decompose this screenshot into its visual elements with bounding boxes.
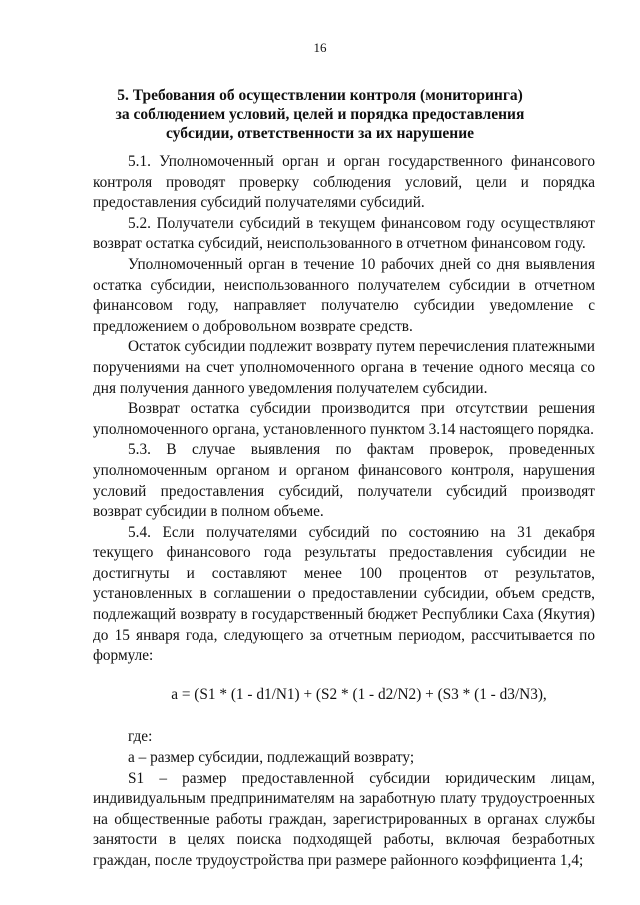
definition-s1: S1 – размер предоставленной субсидии юридическим лицам, индивидуальным предпринимателям на заработную плату трудоустроенных на общественные работы граждан, зарегистрированных в органах службы занятости в целях поиска подходящей работы, включая безработных граждан, после трудоустройства при размере районного коэффициента 1,4; — [93, 769, 595, 869]
paragraph-5-2: 5.2. Получатели субсидий в текущем финансовом году осуществляют возврат остатка субсидий, неиспользованного в отчетном финансовом году. — [93, 214, 595, 253]
section-heading — [110, 86, 530, 143]
paragraph-notice: Уполномоченный орган в течение 10 рабочих дней со дня выявления остатка субсидии, неиспользованного получателем субсидии в отчетном финансовом году, направляет получателю субсидии уведомление с предложением о добровольном возврате средств. — [93, 255, 595, 335]
definition-a: a – размер субсидии, подлежащий возврату; — [128, 749, 415, 767]
formula: a = (S1 * (1 - d1/N1) + (S2 * (1 - d2/N2) + (S3 * (1 - d3/N3), — [171, 685, 547, 703]
paragraph-5-3: 5.3. В случае выявления по фактам проверок, проведенных уполномоченным органом и органом финансового контроля, нарушения условий предоставления субсидий, получатели субсидий производят возврат субсидии в полном объеме. — [93, 441, 595, 521]
paragraph-return: Остаток субсидии подлежит возврату путем перечисления платежными поручениями на счет уполномоченного органа в течение одного месяца со дня получения данного уведомления получателем субсидии. — [93, 338, 595, 397]
document-body — [93, 152, 595, 872]
heading-line: за соблюдением условий, целей и порядка предоставления — [115, 106, 525, 123]
paragraph-return-condition: Возврат остатка субсидии производится при отсутствии решения уполномоченного органа, установленного пунктом 3.14 настоящего порядка. — [93, 400, 595, 438]
heading-line: субсидии, ответственности за их нарушение — [165, 125, 475, 142]
page-number: 16 — [313, 40, 327, 55]
paragraph-5-1: 5.1. Уполномоченный орган и орган государственного финансового контроля проводят проверку соблюдения условий, цели и порядка предоставления субсидий получателями субсидий. — [93, 153, 595, 212]
paragraph-5-4: 5.4. Если получателями субсидий по состоянию на 31 декабря текущего финансового года результаты предоставления субсидии не достигнуты и составляют менее 100 процентов от результатов, установленных в соглашении о предоставлении субсидии, объем средств, подлежащий возврату в государственный бюджет Республики Саха (Якутия) до 15 января года, следующего за отчетным периодом, рассчитывается по формуле: — [93, 523, 595, 665]
heading-line: 5. Требования об осуществлении контроля (мониторинга) — [117, 87, 523, 104]
where-label: где: — [128, 728, 153, 746]
